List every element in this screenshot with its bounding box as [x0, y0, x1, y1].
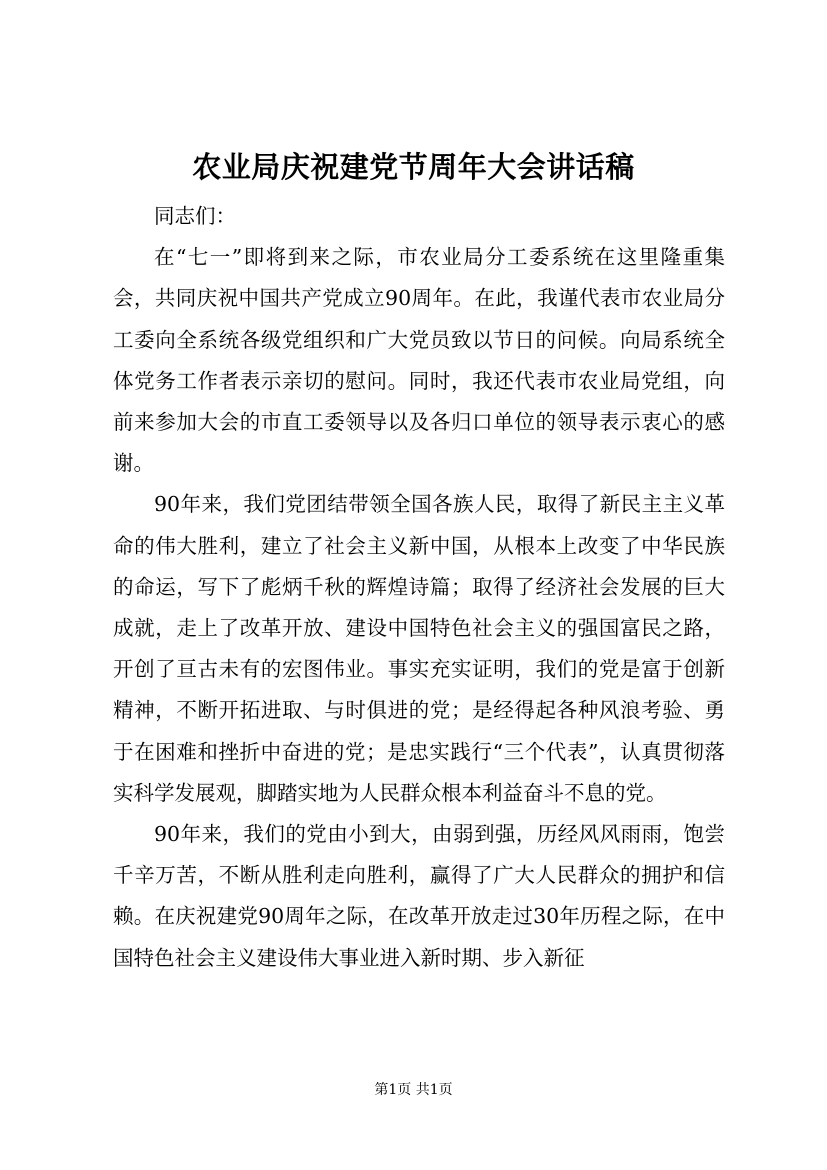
page-title: 农业局庆祝建党节周年大会讲话稿: [192, 150, 635, 184]
body-paragraph: 在“七一”即将到来之际，市农业局分工委系统在这里隆重集会，共同庆祝中国共产党成立90周年。在此，我谨代表市农业局分工委向全系统各级党组织和广大党员致以节日的问候。向局系统全体党务工作者表示亲切的慰问。同时，我还代表市农业局党组，向前来参加大会的市直工委领导以及各归口单位的领导表示衷心的感谢。: [113, 245, 725, 476]
body-paragraph: 90年来，我们党团结带领全国各族人民，取得了新民主主义革命的伟大胜利，建立了社会主义新中国，从根本上改变了中华民族的命运，写下了彪炳千秋的辉煌诗篇；取得了经济社会发展的巨大成就，走上了改革开放、建设中国特色社会主义的强国富民之路，开创了亘古未有的宏图伟业。事实充实证明，我们的党是富于创新精神，不断开拓进取、与时俱进的党；是经得起各种风浪考验、勇于在困难和挫折中奋进的党；是忠实践行“三个代表”，认真贯彻落实科学发展观，脚踏实地为人民群众根本利益奋斗不息的党。: [113, 492, 725, 805]
page-number-footer: 第1页 共1页: [374, 1082, 453, 1098]
body-paragraph: 90年来，我们的党由小到大，由弱到强，历经风风雨雨，饱尝千辛万苦，不断从胜利走向胜利，赢得了广大人民群众的拥护和信赖。在庆祝建党90周年之际，在改革开放走过30年历程之际，在中国特色社会主义建设伟大事业进入新时期、步入新征: [113, 822, 725, 970]
document-body: [113, 196, 725, 979]
salutation-paragraph: 同志们：: [154, 204, 236, 228]
